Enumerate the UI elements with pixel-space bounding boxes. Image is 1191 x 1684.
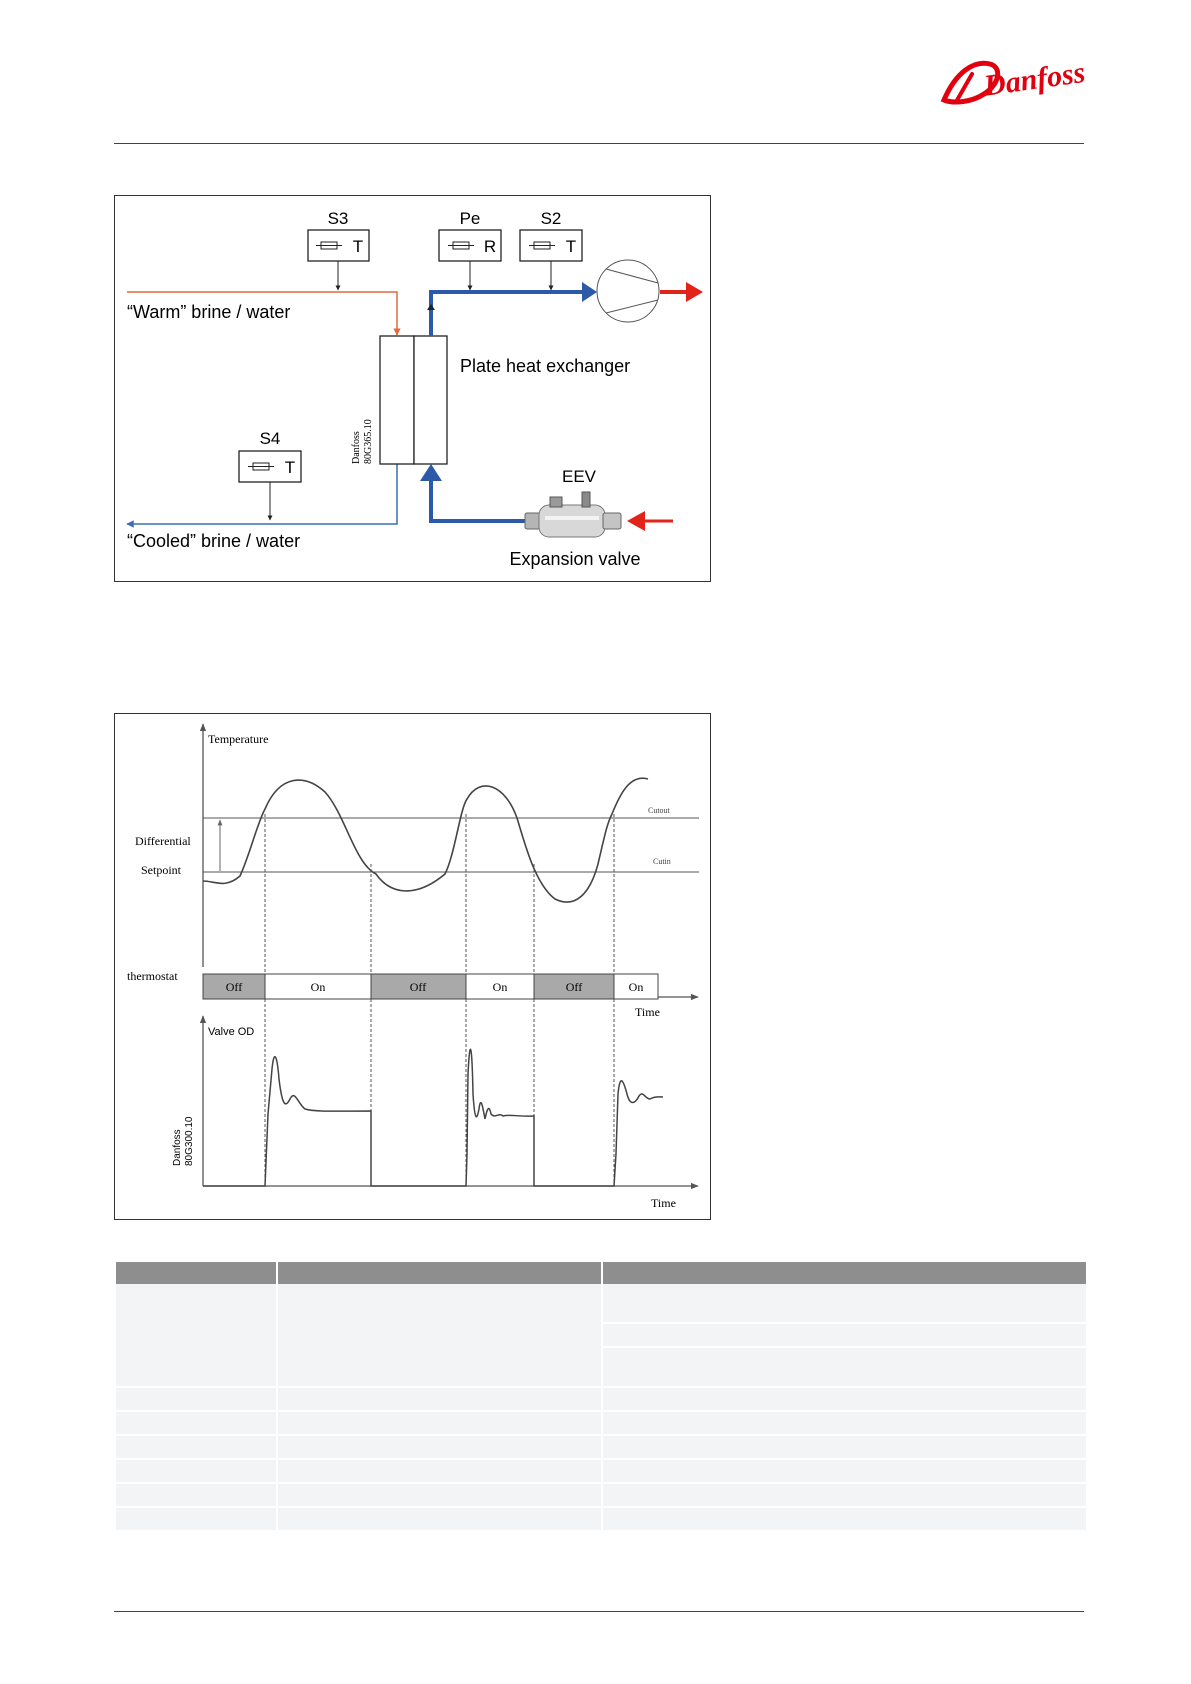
- table-cell: [602, 1483, 1086, 1507]
- table-row: [116, 1507, 1086, 1531]
- fig1-code-1: Danfoss: [351, 431, 362, 464]
- table-row: [116, 1483, 1086, 1507]
- thermostat-timing-diagram: [114, 713, 711, 1220]
- cooled-brine-label: “Cooled” brine / water: [127, 531, 301, 551]
- header-rule: [114, 143, 1084, 144]
- table-cell: [602, 1347, 1086, 1387]
- cutin-label: Cutin: [653, 857, 671, 866]
- sensor-s4: [239, 429, 301, 520]
- setpoint-label: Setpoint: [141, 863, 182, 877]
- table-header-cell: [277, 1262, 602, 1284]
- sensor-s3-name: S3: [327, 209, 349, 228]
- table-header-row: [116, 1262, 1086, 1284]
- table-cell: [277, 1459, 602, 1483]
- table-cell: [277, 1411, 602, 1435]
- table-row: [116, 1435, 1086, 1459]
- thermostat-label: thermostat: [127, 969, 178, 983]
- table-cell: [116, 1284, 277, 1387]
- state-5: Off: [565, 980, 583, 994]
- table-cell: [602, 1323, 1086, 1347]
- table-cell: [116, 1507, 277, 1531]
- plate-heat-exchanger: [380, 336, 447, 464]
- sensor-s2-symbol: T: [565, 237, 577, 256]
- table-cell: [277, 1387, 602, 1411]
- table-row: [116, 1411, 1086, 1435]
- discharge-arrow: [660, 282, 703, 302]
- sensor-pe-symbol: R: [483, 237, 497, 256]
- valve-od-curve: [203, 1049, 663, 1186]
- specification-table: [116, 1262, 1086, 1532]
- system-diagram: [114, 195, 711, 582]
- temperature-curve: [203, 778, 648, 902]
- table-cell: [116, 1435, 277, 1459]
- transition-lines: [265, 814, 614, 1186]
- sensor-s3: [308, 209, 369, 290]
- table-cell: [602, 1387, 1086, 1411]
- sensor-s3-symbol: T: [352, 237, 364, 256]
- warm-brine-label: “Warm” brine / water: [127, 302, 291, 322]
- inlet-arrow: [627, 511, 673, 531]
- sensor-s2-name: S2: [540, 209, 562, 228]
- liquid-line: [420, 464, 539, 521]
- table-cell: [602, 1284, 1086, 1323]
- cutout-label: Cutout: [648, 806, 670, 815]
- sensor-pe: [439, 209, 501, 290]
- table-cell: [602, 1411, 1086, 1435]
- table-cell: [602, 1507, 1086, 1531]
- expansion-valve-label: Expansion valve: [509, 549, 641, 569]
- fig1-code-2: 80G365.10: [363, 419, 374, 464]
- table-header-cell: [116, 1262, 277, 1284]
- footer-rule: [114, 1611, 1084, 1612]
- eev-label: EEV: [561, 467, 597, 486]
- compressor-icon: [597, 260, 659, 322]
- phe-label: Plate heat exchanger: [460, 356, 631, 376]
- sensor-s4-name: S4: [259, 429, 281, 448]
- state-4: On: [492, 980, 508, 994]
- danfoss-logo: [936, 52, 1088, 114]
- table-row: [116, 1284, 1086, 1323]
- table-cell: [602, 1435, 1086, 1459]
- table-cell: [277, 1483, 602, 1507]
- table-cell: [277, 1435, 602, 1459]
- table-cell: [277, 1284, 602, 1387]
- state-1: Off: [225, 980, 243, 994]
- table-row: [116, 1387, 1086, 1411]
- sensor-s2: [520, 209, 582, 290]
- suction-line: [427, 282, 597, 336]
- differential-label: Differential: [135, 834, 191, 848]
- table-row: [116, 1459, 1086, 1483]
- table-cell: [602, 1459, 1086, 1483]
- table-header-cell: [602, 1262, 1086, 1284]
- state-6: On: [628, 980, 644, 994]
- brand-name: Danfoss: [981, 55, 1088, 103]
- fig2-code-1: Danfoss: [172, 1129, 183, 1166]
- state-3: Off: [409, 980, 427, 994]
- table-cell: [277, 1507, 602, 1531]
- expansion-valve-icon: [525, 492, 621, 537]
- sensor-pe-name: Pe: [459, 209, 481, 228]
- time-label-1: Time: [635, 1005, 660, 1019]
- fig2-code-2: 80G300.10: [184, 1116, 195, 1166]
- temperature-label: Temperature: [208, 732, 269, 746]
- table-cell: [116, 1411, 277, 1435]
- valve-od-label: Valve OD: [208, 1026, 255, 1038]
- time-label-2: Time: [651, 1196, 676, 1210]
- table-cell: [116, 1387, 277, 1411]
- table-cell: [116, 1483, 277, 1507]
- sensor-s4-symbol: T: [284, 458, 296, 477]
- state-2: On: [310, 980, 326, 994]
- table-cell: [116, 1459, 277, 1483]
- thermostat-state-bar: [203, 974, 658, 999]
